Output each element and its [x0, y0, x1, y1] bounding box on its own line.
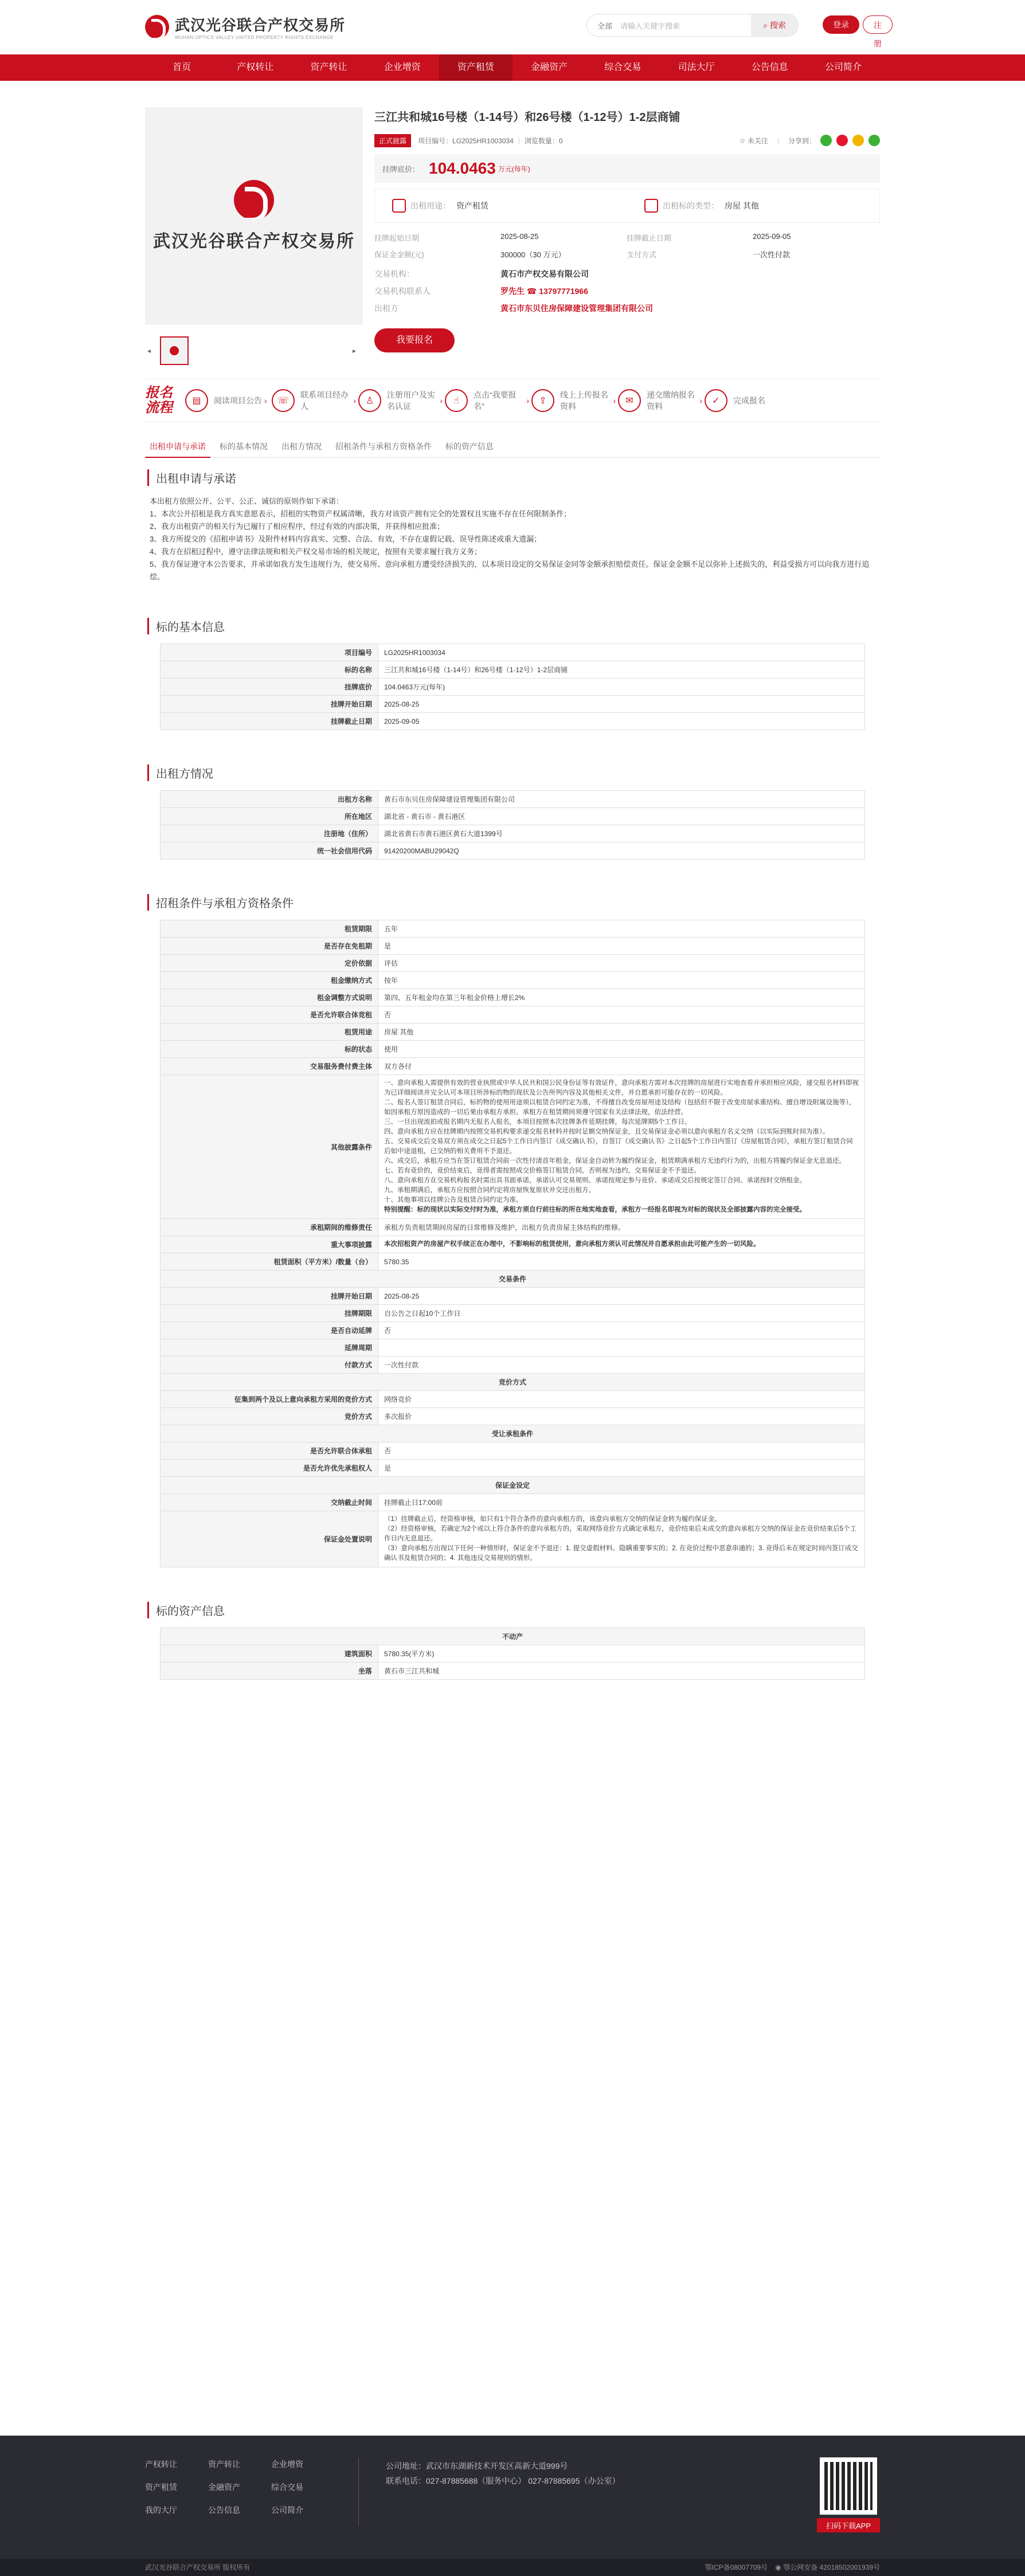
table-subheader: [161, 1374, 865, 1391]
flow-step: ⇪ 线上上传报名资料 ›: [531, 389, 618, 412]
condition-item: 九、承租期满后，承租方应按照合同约定将房屋恢复原状并交还出租方。: [384, 1187, 595, 1194]
row-label: 统一社会信用代码: [161, 842, 378, 860]
deposit-value: 300000（30 万元）: [500, 250, 566, 259]
status-badge: 正式披露: [374, 134, 411, 147]
row-value: 按年: [378, 972, 865, 989]
condition-item: 五、交易成交后交易双方须在成交之日起5个工作日内签订《成交确认书》，自签订《成交确认书》之日起5个工作日内签订《房屋租赁合同》，承租方签订租赁合同后如中途退租，已交纳的相关费用不予退还。: [384, 1138, 853, 1155]
upload-icon: ⇪: [531, 389, 554, 412]
table-row: [161, 644, 865, 661]
search-scope-select[interactable]: 全部: [597, 21, 613, 30]
flow-step-label: 线上上传报名资料: [560, 390, 608, 411]
row-label: 是否自动延牌: [161, 1322, 378, 1339]
commitment-item: 4、我方在招租过程中，遵守法律法规和相关产权交易市场的相关规定，按照有关要求履行我方义务；: [150, 547, 482, 556]
table-subheader: [161, 1425, 865, 1442]
row-value: 挂牌截止日17:00前: [378, 1494, 865, 1511]
view-count: 浏览数量：0: [524, 136, 563, 145]
row-label: 征集到两个及以上意向承租方采用的竞价方式: [161, 1391, 378, 1408]
row-label: 延牌周期: [161, 1339, 378, 1356]
share-label: 分享到：: [788, 136, 816, 145]
police-badge-icon: ◉: [775, 2563, 781, 2571]
section-title: 招租条件与承租方资格条件: [147, 894, 880, 911]
wechat-share-icon[interactable]: [820, 135, 832, 146]
row-value: 是: [378, 938, 865, 955]
type-value: 房屋 其他: [725, 201, 759, 210]
row-value: 2025-09-05: [378, 713, 865, 730]
commitment-item: 5、我方保证遵守本公告要求，并承诺如我方发生违规行为，使交易所、意向承租方遭受经济损失的，以本项目设定的交易保证金同等金额承担赔偿责任。保证金金额不足以弥补上述损失的，利益受损方可以向我方进行追偿。: [150, 560, 870, 581]
other-conditions-text: [378, 1075, 865, 1219]
table-row: [161, 1305, 865, 1322]
footer-link[interactable]: 金融资产: [208, 2483, 240, 2492]
project-summary: [145, 107, 880, 365]
registration-flow: [145, 379, 880, 422]
table-row: [161, 791, 865, 808]
table-row: [161, 825, 865, 842]
logo-mark-icon: [234, 180, 274, 220]
nav-item-asset-lease[interactable]: 资产租赁: [439, 54, 512, 81]
commitment-intro: 本出租方依照公开、公平、公正、诚信的原则作如下承诺：: [150, 497, 344, 505]
nav-item-about[interactable]: 公司简介: [824, 62, 862, 72]
table-row: [161, 661, 865, 679]
project-info: [374, 107, 880, 365]
table-row: [161, 808, 865, 825]
row-value: 5780.35(平方米): [378, 1645, 865, 1663]
logo-subtitle: WUHAN OPTICS VALLEY UNITED PROPERTY RIGHTS EXCHANGE: [175, 35, 334, 40]
agency-value: 黄石市产权交易有限公司: [500, 269, 589, 279]
footer-contact: [386, 2459, 620, 2488]
search-box: [586, 14, 799, 37]
apply-button[interactable]: 我要报名: [374, 328, 455, 352]
police-record-link[interactable]: 鄂公网安备 42018502001939号: [783, 2563, 880, 2571]
deposit-item: （3）意向承租方出现以下任何一种情形时，保证金不予退还：1. 提交虚假材料、隐瞒重要事实的；2. 在竞价过程中恶意串通的；3. 竞得后未在规定时间内签订成交确认书及租赁合同的；4. 其他违反交易规则的情形。: [384, 1545, 858, 1562]
price-box: [374, 154, 880, 183]
commitment-item: 3、我方所提交的《招租申请书》及附件材料内容真实、完整、合法、有效，不存在虚假记载、误导性陈述或重大遗漏；: [150, 535, 542, 543]
row-value: 自公告之日起10个工作日: [378, 1305, 865, 1322]
project-code: 项目编号：LG2025HR1003034: [418, 136, 514, 145]
contact-label: 交易机构联系人: [374, 287, 431, 296]
main-nav: [0, 54, 1025, 81]
nav-item-home[interactable]: 首页: [173, 62, 191, 72]
row-label: 标的名称: [161, 661, 378, 679]
table-row: [161, 696, 865, 713]
row-label: 是否允许优先承租权人: [161, 1460, 378, 1477]
row-label: 重大事项披露: [161, 1236, 378, 1253]
submit-icon: ✉: [618, 389, 641, 412]
purpose-icon: [392, 199, 406, 213]
row-value: 一次性付款: [378, 1356, 865, 1374]
footer: [0, 2436, 1025, 2559]
row-value: 五年: [378, 920, 865, 938]
row-label: 是否允许联合体承租: [161, 1442, 378, 1460]
type-label: 出租标的类型：: [663, 201, 719, 210]
table-row: [161, 1494, 865, 1511]
table-row: [161, 1058, 865, 1075]
section-title: 标的资产信息: [147, 1602, 880, 1618]
row-label: 挂牌期限: [161, 1305, 378, 1322]
condition-item: 十、其他事项以挂牌公告及租赁合同约定为准。: [384, 1197, 523, 1203]
nav-item-financial-assets[interactable]: 金融资产: [531, 62, 568, 72]
start-date-label: 挂牌起始日期: [374, 234, 420, 242]
row-value: 多次报价: [378, 1408, 865, 1425]
table-row: [161, 1408, 865, 1425]
lessor-table: [160, 790, 865, 860]
row-value: 2025-08-25: [378, 1288, 865, 1305]
main-image: [145, 107, 363, 325]
footer-links: [145, 2459, 334, 2516]
search-button[interactable]: [751, 14, 798, 36]
row-label: 建筑面积: [161, 1645, 378, 1663]
flow-step: ✉ 递交缴纳报名资料 ›: [618, 389, 705, 412]
building-icon: [644, 199, 658, 213]
qr-caption[interactable]: 扫码下载APP: [817, 2518, 880, 2532]
row-value: 黄石市三江共和城: [378, 1663, 865, 1680]
table-row: [161, 1645, 865, 1663]
thumbnail-strip: [145, 336, 363, 365]
row-label: 交易服务费付费主体: [161, 1058, 378, 1075]
project-meta: 正式披露 项目编号：LG2025HR1003034 | 浏览数量：0 ☆ 未关注 | 分享到：: [374, 134, 880, 147]
row-label: 租赁用途: [161, 1024, 378, 1041]
row-label: 其他披露条件: [161, 1075, 378, 1219]
lease-type-box: [374, 189, 880, 223]
row-value: 否: [378, 1322, 865, 1339]
phone-icon: ☏: [272, 389, 295, 412]
footer-divider: [358, 2457, 359, 2526]
table-row: [161, 1075, 865, 1219]
flow-step-label: 联系项目经办人: [300, 390, 349, 411]
table-row: [161, 920, 865, 938]
asset-table: [160, 1628, 865, 1680]
project-title: 三江共和城16号楼（1-14号）和26号楼（1-12号）1-2层商铺: [374, 111, 680, 124]
row-value: 黄石市东贝住房保障建设管理集团有限公司: [378, 791, 865, 808]
table-row: [161, 1356, 865, 1374]
row-label: 租赁期限: [161, 920, 378, 938]
deposit-item: （1）挂牌截止后，经资格审核，如只有1个符合条件的意向承租方的，该意向承租方交纳的保证金转为履约保证金。: [384, 1516, 721, 1523]
footer-link[interactable]: 综合交易: [271, 2483, 303, 2492]
tab-basic-info[interactable]: 标的基本情况: [220, 442, 268, 451]
flow-step: ☏ 联系项目经办人 ›: [272, 389, 358, 412]
end-date-value: 2025-09-05: [753, 232, 791, 241]
basic-info-table: [160, 644, 865, 730]
row-label: 是否存在免租期: [161, 938, 378, 955]
flow-step-label: 阅读项目公告: [214, 396, 262, 405]
register-button[interactable]: 注册: [863, 15, 893, 34]
row-value: 承租方负责租赁期间房屋的日常维修及维护，出租方负责房屋主体结构的维修。: [378, 1219, 865, 1236]
table-row: [161, 713, 865, 730]
row-label: 所在地区: [161, 808, 378, 825]
row-value: 使用: [378, 1041, 865, 1058]
row-value: [378, 1339, 865, 1356]
row-label: 租金缴纳方式: [161, 972, 378, 989]
table-row: [161, 1391, 865, 1408]
row-value: 湖北省 - 黄石市 - 黄石港区: [378, 808, 865, 825]
footer-link[interactable]: 公司简介: [271, 2506, 303, 2515]
table-row: [161, 1253, 865, 1271]
use-label: 出租用途：: [410, 201, 451, 210]
flow-step-label: 注册用户及实名认证: [387, 390, 435, 411]
condition-item: 七、若有竞价的，竞价结束后，竞得者需按照成交价格签订租赁合同，否则视为违约，交易保证金不予退还。: [384, 1167, 701, 1174]
search-icon: ⌕: [763, 20, 770, 30]
table-subheader: [161, 1628, 865, 1645]
start-date-value: 2025-08-25: [500, 232, 539, 241]
row-label: 竞价方式: [161, 1408, 378, 1425]
row-value: 湖北省黄石市黄石港区黄石大道1399号: [378, 825, 865, 842]
app-qr: [817, 2457, 880, 2532]
row-value: 是: [378, 1460, 865, 1477]
table-row: [161, 679, 865, 696]
table-row: [161, 1511, 865, 1567]
payment-value: 一次性付款: [753, 250, 791, 259]
row-label: 挂牌底价: [161, 679, 378, 696]
section-conditions: [145, 894, 880, 1567]
row-value: 第四、五年租金均在第三年租金价格上增长2%: [378, 989, 865, 1006]
row-value: 104.0463万元(每年): [378, 679, 865, 696]
weibo-share-icon[interactable]: [836, 135, 848, 146]
price-label: 挂牌底价：: [382, 164, 420, 174]
flow-step-label: 递交缴纳报名资料: [647, 390, 695, 411]
row-label: 承租期间的维修责任: [161, 1219, 378, 1236]
footer-link[interactable]: 公告信息: [208, 2506, 240, 2515]
header: [145, 0, 880, 54]
footer-link[interactable]: 我的大厅: [145, 2506, 177, 2515]
row-label: 租赁面积（平方米）/数量（台）: [161, 1253, 378, 1271]
check-icon: ✓: [705, 389, 727, 412]
footer-link[interactable]: 资产转让: [208, 2460, 240, 2469]
row-label: 挂牌开始日期: [161, 1288, 378, 1305]
nav-item-property-transfer[interactable]: 产权转让: [237, 62, 274, 72]
section-basic-info: [145, 618, 880, 730]
table-row: [161, 1024, 865, 1041]
section-lessor: [145, 764, 880, 860]
nav-item-judicial[interactable]: 司法大厅: [678, 62, 715, 72]
deposit-disposal-text: [378, 1511, 865, 1567]
table-row: [161, 938, 865, 955]
footer-link[interactable]: 资产租赁: [145, 2483, 177, 2492]
table-row: [161, 1460, 865, 1477]
table-row: [161, 1442, 865, 1460]
use-value: 资产租赁: [456, 201, 488, 210]
table-row: [161, 955, 865, 972]
row-value: 本次招租资产的房屋产权手续正在办理中，不影响标的租赁使用，意向承租方须认可此情况并自愿承担由此可能产生的一切风险。: [384, 1241, 760, 1248]
flow-step: ♙ 注册用户及实名认证 ›: [358, 389, 445, 412]
row-value: 房屋 其他: [378, 1024, 865, 1041]
star-icon: ☆: [739, 136, 746, 145]
table-row: [161, 1288, 865, 1305]
row-value: 网络竞价: [378, 1391, 865, 1408]
icp-link[interactable]: 鄂ICP备08007709号: [705, 2563, 768, 2571]
next-arrow-icon[interactable]: ▸: [353, 347, 357, 355]
row-value: 评估: [378, 955, 865, 972]
table-row: [161, 1219, 865, 1236]
qzone-share-icon[interactable]: [868, 135, 880, 146]
flow-step: ▤ 阅读项目公告 ›: [185, 389, 272, 412]
tab-lessor[interactable]: 出租方情况: [281, 442, 322, 451]
subheader-label: 交易条件: [161, 1271, 865, 1288]
section-title: 标的基本信息: [147, 618, 880, 634]
table-row: [161, 842, 865, 860]
tab-conditions[interactable]: 招租条件与承租方资格条件: [335, 442, 432, 451]
row-label: 租金调整方式说明: [161, 989, 378, 1006]
copyright-bar: [0, 2559, 1025, 2576]
logo-mark-icon: [145, 15, 169, 39]
tab-asset-info[interactable]: 标的资产信息: [445, 442, 494, 451]
row-value: 否: [378, 1006, 865, 1024]
subheader-label: 竞价方式: [161, 1374, 865, 1391]
lessor-label: 出租方: [374, 304, 398, 313]
key-dates: [374, 232, 880, 260]
table-row: [161, 1339, 865, 1356]
image-gallery: [145, 107, 363, 365]
condition-item: 八、意向承租方在交易机构报名时需出具书面承诺，承诺认可交易规则、承诺按规定参与竞价、承诺成交后按规定签订合同、承诺按时交纳租金。: [384, 1177, 806, 1184]
thumbnail[interactable]: [160, 336, 189, 365]
section-title: 出租方情况: [147, 764, 880, 781]
commitment-text: [145, 495, 880, 583]
section-application: [145, 469, 880, 583]
row-label: 挂牌截止日期: [161, 713, 378, 730]
row-label: 出租方名称: [161, 791, 378, 808]
search-input[interactable]: 请输入关键字搜索: [620, 21, 680, 30]
row-label: 付款方式: [161, 1356, 378, 1374]
row-label: 交纳截止时间: [161, 1494, 378, 1511]
flow-step-label: 完成报名: [733, 396, 765, 405]
price-unit: 万元(每年): [498, 164, 530, 173]
agency-label: 交易机构：: [374, 269, 414, 279]
row-value: 否: [378, 1442, 865, 1460]
detail-tabs: [145, 437, 880, 458]
nav-item-comprehensive[interactable]: 综合交易: [604, 62, 641, 72]
footer-address: 公司地址：武汉市东湖新技术开发区高新大道999号: [386, 2461, 568, 2471]
row-value: 双方各付: [378, 1058, 865, 1075]
table-subheader: [161, 1477, 865, 1494]
end-date-label: 挂牌截止日期: [627, 234, 672, 242]
contact-value: 罗先生 ☎ 13797771966: [500, 287, 588, 296]
price-value: 104.0463: [429, 159, 496, 177]
document-icon: ▤: [185, 389, 208, 412]
row-label: 注册地（住所）: [161, 825, 378, 842]
condition-item: 六、成交后，承租方应当在签订租赁合同前一次性付清首年租金，保证金自动转为履约保证金，租赁期满承租方无违约行为的，出租方将履约保证金无息退还。: [384, 1158, 846, 1165]
search-button-label: 搜索: [769, 21, 786, 30]
subheader-label: 受让承租条件: [161, 1425, 865, 1442]
table-row: [161, 989, 865, 1006]
agency-info: [374, 265, 880, 317]
table-row: [161, 1236, 865, 1253]
qq-share-icon[interactable]: [852, 135, 864, 146]
condition-item: 二、报名人签订租赁合同后，标的物的使用用途须以租赁合同约定为准，不得擅自改变房屋用途及结构（包括但不限于改变房屋承重结构、擅自增设附属设施等），如因承租方原因造成的一切后果由承租方承担。承租方在租赁期间须遵守国家有关法律法规，依法经营。: [384, 1099, 856, 1116]
footer-link[interactable]: 企业增资: [271, 2460, 303, 2469]
commitment-item: 2、我方出租资产的相关行为已履行了相应程序，经过有效的内部决策，并获得相应批准；: [150, 522, 445, 531]
row-label: 项目编号: [161, 644, 378, 661]
condition-item: 四、意向承租方应在挂牌期内按照交易机构要求递交报名材料并按时足额交纳保证金，且交易保证金必须以意向承租方名义交纳（以实际到账时间为准）。: [384, 1128, 830, 1135]
flow-title: 报名流程: [145, 385, 173, 415]
flow-step: [705, 389, 791, 412]
flow-step-label: 点击“我要报名”: [474, 390, 517, 411]
row-label: 挂牌开始日期: [161, 696, 378, 713]
commitment-item: 1、本次公开招租是我方真实意愿表示，招租的实物资产权属清晰，我方对该资产拥有完全的处置权且实施不存在任何限制条件；: [150, 509, 572, 518]
deposit-label: 保证金金额(元): [374, 250, 424, 259]
user-icon: ♙: [358, 389, 381, 412]
nav-item-asset-transfer[interactable]: 资产转让: [310, 62, 347, 72]
row-label: 标的状态: [161, 1041, 378, 1058]
table-row: [161, 972, 865, 989]
row-value: LG2025HR1003034: [378, 644, 865, 661]
condition-item: 一、意向承租人需提供有效的营业执照或中华人民共和国公民身份证等有效证件，意向承租方需对本次挂牌的房屋进行实地查看并承担相应风险，递交报名材料即视为已详细阅读并完全认可本项目所涉标的物的现状及公告所列内容及其他相关文件，并自愿承担可能存在的一切风险。: [384, 1080, 859, 1096]
qr-code-icon: [820, 2457, 877, 2515]
table-row: [161, 1322, 865, 1339]
subheader-label: 不动产: [161, 1628, 865, 1645]
payment-label: 支付方式: [627, 250, 657, 259]
row-value: 91420200MABU29042Q: [378, 842, 865, 860]
logo-name: 武汉光谷联合产权交易所: [175, 17, 346, 34]
site-logo[interactable]: [145, 14, 345, 40]
table-subheader: [161, 1271, 865, 1288]
row-label: 保证金处置说明: [161, 1511, 378, 1567]
row-value: 三江共和城16号楼（1-14号）和26号楼（1-12号）1-2层商铺: [378, 661, 865, 679]
row-value: 2025-08-25: [378, 696, 865, 713]
copyright-text: 武汉光谷联合产权交易所 版权所有: [145, 2563, 251, 2571]
nav-item-capital-increase[interactable]: 企业增资: [384, 62, 421, 72]
footer-link[interactable]: 产权转让: [145, 2460, 177, 2469]
prev-arrow-icon[interactable]: ◂: [147, 347, 151, 355]
main-image-logo-text: 武汉光谷联合产权交易所: [153, 232, 355, 251]
condition-item: 三、一旦出现流拍或报名期内无报名人报名，本项目按照本次挂牌条件延期挂牌，每次延牌期5个工作日。: [384, 1119, 691, 1126]
flow-step: ☝ 点击“我要报名” ›: [445, 389, 531, 412]
row-label: 坐落: [161, 1663, 378, 1680]
footer-phone: 联系电话：027-87885688（服务中心） 027-87885695（办公室）: [386, 2476, 620, 2485]
section-title: 出租申请与承诺: [147, 469, 880, 486]
table-row: [161, 1006, 865, 1024]
row-value: 5780.35: [378, 1253, 865, 1271]
deposit-item: （2）经资格审核，若确定为2个或以上符合条件的意向承租方的，采取网络竞价方式确定承租方，竞价结束后未成交的意向承租方交纳的保证金在竞价结束后5个工作日内无息退还。: [384, 1526, 857, 1542]
login-button[interactable]: 登录: [823, 15, 859, 34]
follow-button[interactable]: [740, 136, 768, 146]
section-asset-info: [145, 1602, 880, 1680]
table-row: [161, 1663, 865, 1680]
special-reminder: 特别提醒：标的现状以实际交付时为准，承租方须自行前往标的所在地实地查看，承租方一经报名即视为对标的现状及全部披露内容的完全接受。: [384, 1206, 806, 1213]
pointer-icon: ☝: [445, 389, 468, 412]
nav-item-announcements[interactable]: 公告信息: [751, 62, 788, 72]
tab-application[interactable]: 出租申请与承诺: [145, 437, 210, 458]
follow-label: 未关注: [747, 136, 768, 145]
conditions-table: [160, 920, 865, 1567]
row-label: 是否允许联合体竞租: [161, 1006, 378, 1024]
lessor-value: 黄石市东贝住房保障建设管理集团有限公司: [500, 304, 653, 313]
table-row: [161, 1041, 865, 1058]
row-label: 定价依据: [161, 955, 378, 972]
subheader-label: 保证金设定: [161, 1477, 865, 1494]
